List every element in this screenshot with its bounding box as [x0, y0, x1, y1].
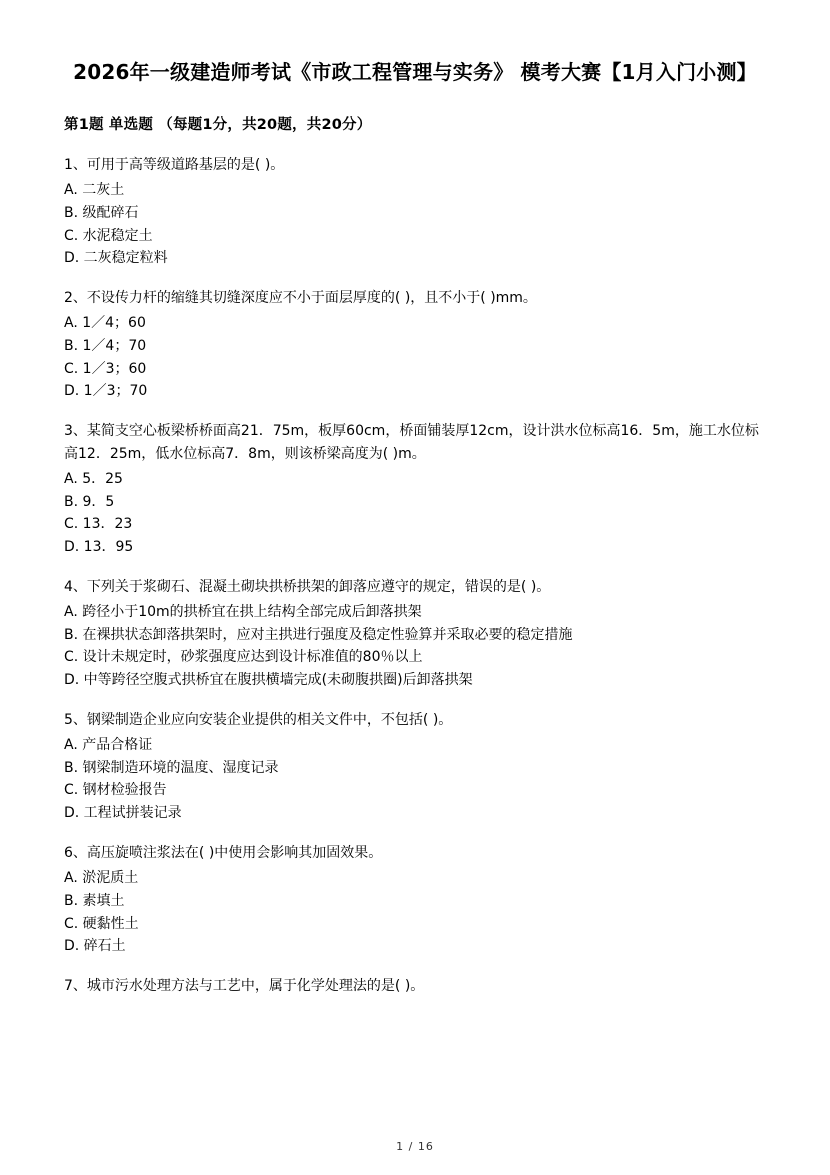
question-option: A. 5．25: [64, 470, 123, 487]
page-number: 1 / 16: [396, 1140, 434, 1153]
question-option: D. 中等跨径空腹式拱桥宜在腹拱横墙完成(未砌腹拱圈)后卸落拱架: [64, 672, 473, 689]
question-option: D. 二灰稳定粒料: [64, 250, 168, 267]
question-option: B. 9．5: [64, 493, 115, 510]
question-item: [64, 975, 766, 997]
question-item: [64, 287, 766, 403]
question-option: A. 跨径小于10m的拱桥宜在拱上结构全部完成后卸落拱架: [64, 604, 422, 621]
question-item: [64, 709, 766, 825]
question-option: B. 级配碎石: [64, 205, 139, 222]
page-title: 2026年一级建造师考试《市政工程管理与实务》 模考大赛【1月入门小测】: [73, 60, 757, 84]
question-option: A. 1／4；60: [64, 315, 146, 332]
question-item: [64, 576, 766, 692]
question-option: C. 1／3；60: [64, 360, 147, 377]
question-option: C. 13．23: [64, 516, 133, 533]
question-option: C. 设计未规定时，砂浆强度应达到设计标准值的80％以上: [64, 649, 423, 666]
question-stem: 7、城市污水处理方法与工艺中，属于化学处理法的是( )。: [64, 977, 425, 994]
question-stem: 4、下列关于浆砌石、混凝土砌块拱桥拱架的卸落应遵守的规定，错误的是( )。: [64, 578, 551, 595]
question-option: A. 产品合格证: [64, 737, 153, 754]
question-stem: 1、可用于高等级道路基层的是( )。: [64, 157, 285, 173]
question-option: B. 素填土: [64, 892, 125, 909]
question-option: B. 1／4；70: [64, 338, 147, 355]
question-item: [64, 420, 766, 558]
question-stem: 2、不设传力杆的缩缝其切缝深度应不小于面层厚度的( )，且不小于( )mm。: [64, 290, 537, 307]
question-option: A. 淤泥质土: [64, 870, 139, 887]
question-option: C. 水泥稳定土: [64, 227, 153, 244]
question-stem: 6、高压旋喷注浆法在( )中使用会影响其加固效果。: [64, 844, 383, 861]
question-option: D. 工程试拼装记录: [64, 805, 182, 822]
question-option: B. 在裸拱状态卸落拱架时，应对主拱进行强度及稳定性验算并采取必要的稳定措施: [64, 626, 573, 643]
question-option: D. 13．95: [64, 538, 134, 555]
section-heading: 第1题 单选题 （每题1分，共20题，共20分）: [64, 117, 372, 133]
question-option: D. 碎石土: [64, 938, 126, 955]
question-item: [64, 842, 766, 958]
question-option: C. 钢材检验报告: [64, 782, 167, 799]
question-option: D. 1／3；70: [64, 383, 148, 400]
question-item: [64, 154, 766, 270]
question-stem: 5、钢梁制造企业应向安装企业提供的相关文件中，不包括( )。: [64, 711, 453, 728]
question-stem: 3、某简支空心板梁桥桥面高21．75m，板厚60cm，桥面铺装厚12cm，设计洪水位标高16．5m，施工水位标高12．25m，低水位标高7．8m，则该桥梁高度为( )m。: [64, 423, 759, 462]
question-option: C. 硬黏性土: [64, 915, 139, 932]
question-option: A. 二灰土: [64, 182, 125, 199]
question-option: B. 钢梁制造环境的温度、湿度记录: [64, 759, 279, 776]
